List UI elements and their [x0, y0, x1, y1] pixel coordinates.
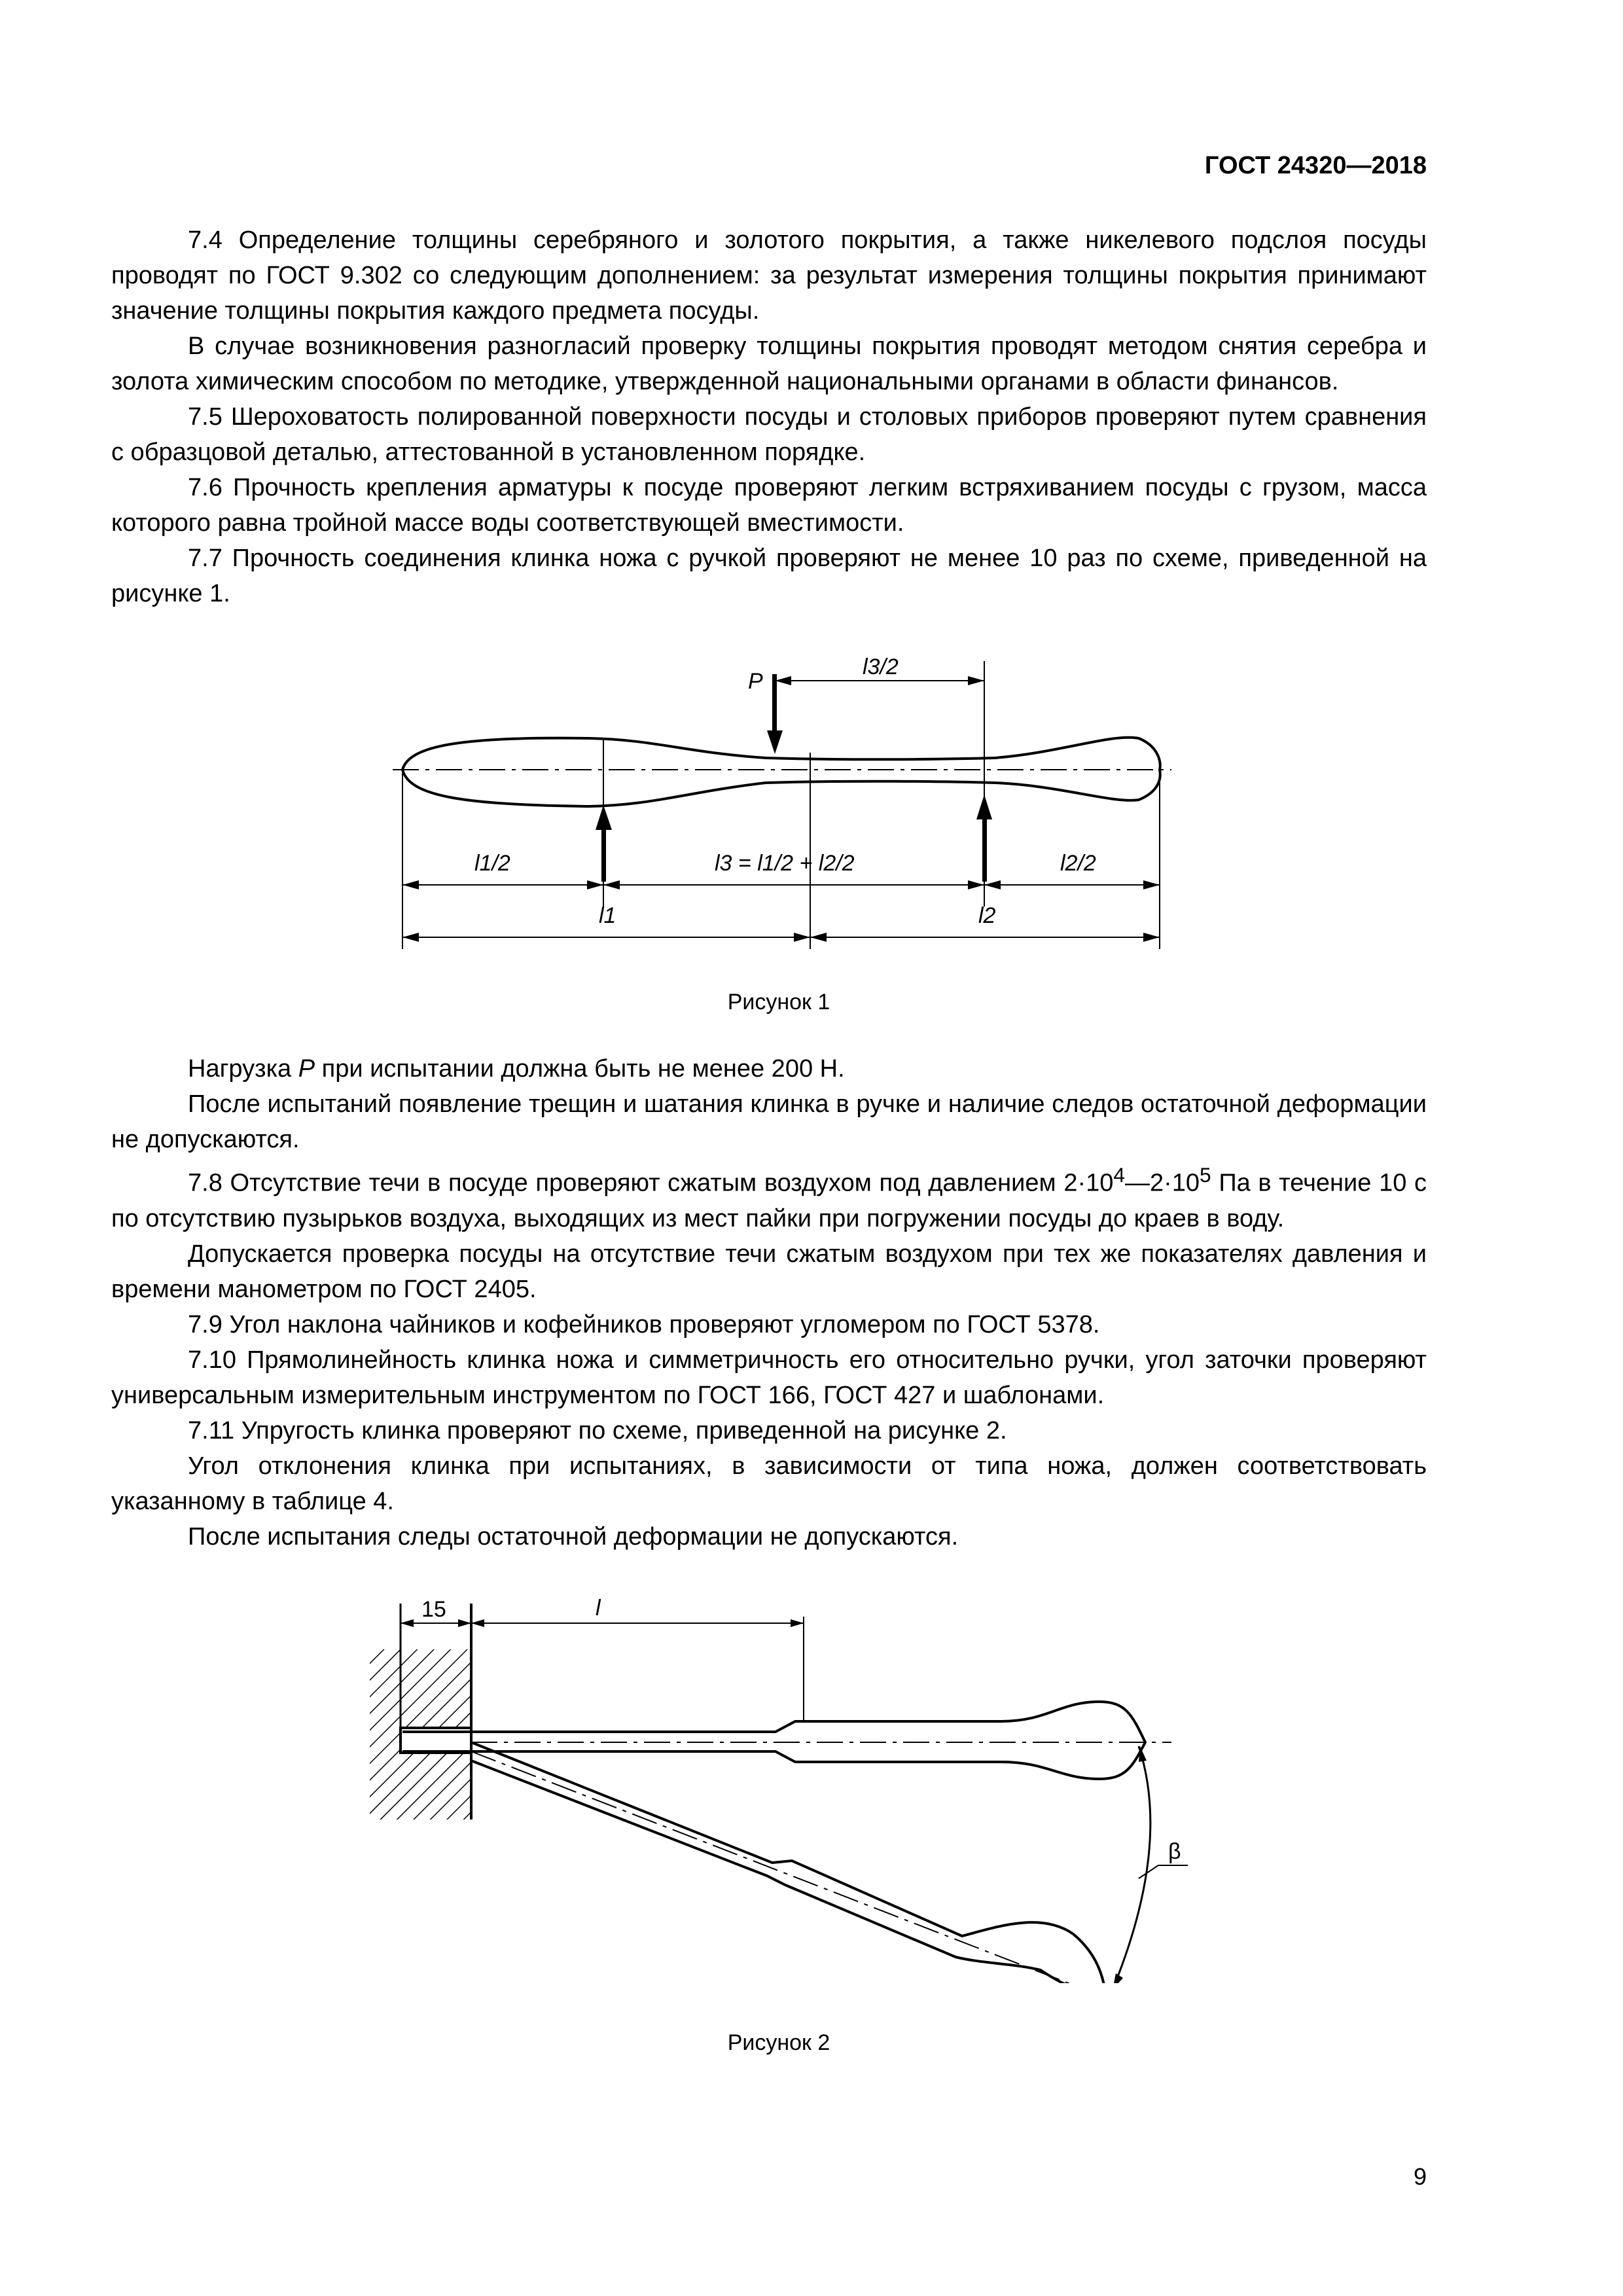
load-p-arrow: [772, 674, 777, 733]
paragraph-7-4: 7.4 Определение толщины серебряного и золотого покрытия, а также никелевого подслоя посуды проводят по ГОСТ 9.302 со следующим дополнением: за результат измерения толщины покрытия принимают значение толщины покрытия каждого предмета посуды.: [111, 226, 1427, 325]
label-l3-formula: l3 = l1/2 + l2/2: [715, 851, 855, 876]
paragraph-no-deformation: После испытания следы остаточной деформации не допускаются.: [188, 1522, 959, 1551]
support-arrow-left: [601, 826, 606, 882]
section-7-4-7-7: [111, 223, 1427, 611]
load-variable: P: [298, 1055, 315, 1083]
support-arrow-right: [982, 816, 987, 882]
label-15: 15: [421, 1597, 446, 1622]
deflection-arc: [1113, 1746, 1150, 1983]
paragraph-manometer: Допускается проверка посуды на отсутствие течи сжатым воздухом при тех же показателях давления и времени манометром по ГОСТ 2405.: [111, 1240, 1427, 1303]
paragraph-7-7: 7.7 Прочность соединения клинка ножа с ручкой проверяют не менее 10 раз по схеме, приведенной на рисунке 1.: [111, 545, 1427, 607]
paragraph-7-10: 7.10 Прямолинейность клинка ножа и симметричность его относительно ручки, угол заточки проверяют универсальным измерительным инструментом по ГОСТ 166, ГОСТ 427 и шаблонами.: [111, 1346, 1427, 1409]
label-l3-2: l3/2: [863, 655, 899, 679]
paragraph-disagreements: В случае возникновения разногласий проверку толщины покрытия проводят методом снятия серебра и золота химическим способом по методике, утвержденной национальными органами в области финансов.: [111, 332, 1427, 395]
paragraph-7-11: 7.11 Упругость клинка проверяют по схеме, приведенной на рисунке 2.: [188, 1416, 1007, 1444]
label-beta: β: [1168, 1839, 1181, 1864]
paragraph-7-8: 7.8 Отсутствие течи в посуде проверяют сжатым воздухом под давлением $2\cdot 10^4—2\cdot 10^5$ Па в течение 10 с по отсутствию пузырьков воздуха, выходящих из мест пайки при погружении посуды до краев в воду.: [111, 1163, 1427, 1232]
paragraph-after-tests: После испытаний появление трещин и шатания клинка в ручке и наличие следов остаточной деформации не допускаются.: [111, 1090, 1427, 1153]
label-l: l: [596, 1596, 601, 1621]
paragraph-angle: Угол отклонения клинка при испытаниях, в зависимости от типа ножа, должен соответствовать указанному в таблице 4.: [111, 1452, 1427, 1515]
page-number: 9: [1413, 2163, 1427, 2190]
knife-outline: [402, 738, 1160, 806]
paragraph-7-5: 7.5 Шероховатость полированной поверхности посуды и столовых приборов проверяют путем сравнения с образцовой деталью, аттестованной в установленном порядке.: [111, 403, 1427, 466]
figure-2-diagram: [360, 1584, 1224, 1983]
figure-1-diagram: [366, 648, 1191, 962]
label-l2: l2: [978, 903, 996, 928]
paragraph-7-6: 7.6 Прочность крепления арматуры к посуде проверяют легким встряхиванием посуды с грузом, масса которого равна тройной массе воды соответствующей вместимости.: [111, 474, 1427, 537]
figure-1-caption: Рисунок 1: [727, 990, 830, 1014]
paragraph-load: Нагрузка P при испытании должна быть не менее 200 Н.: [188, 1055, 845, 1083]
label-p: P: [748, 669, 763, 694]
label-l1: l1: [599, 903, 616, 928]
figure-2-caption: Рисунок 2: [727, 2030, 830, 2055]
knife-bent: [471, 1742, 1106, 1983]
label-l1-2: l1/2: [474, 851, 510, 876]
paragraph-7-9: 7.9 Угол наклона чайников и кофейников проверяют угломером по ГОСТ 5378.: [188, 1310, 1100, 1338]
label-l2-2: l2/2: [1060, 851, 1096, 876]
section-after-figure-1: [111, 1051, 1427, 1554]
document-id: ГОСТ 24320—2018: [1204, 152, 1427, 179]
